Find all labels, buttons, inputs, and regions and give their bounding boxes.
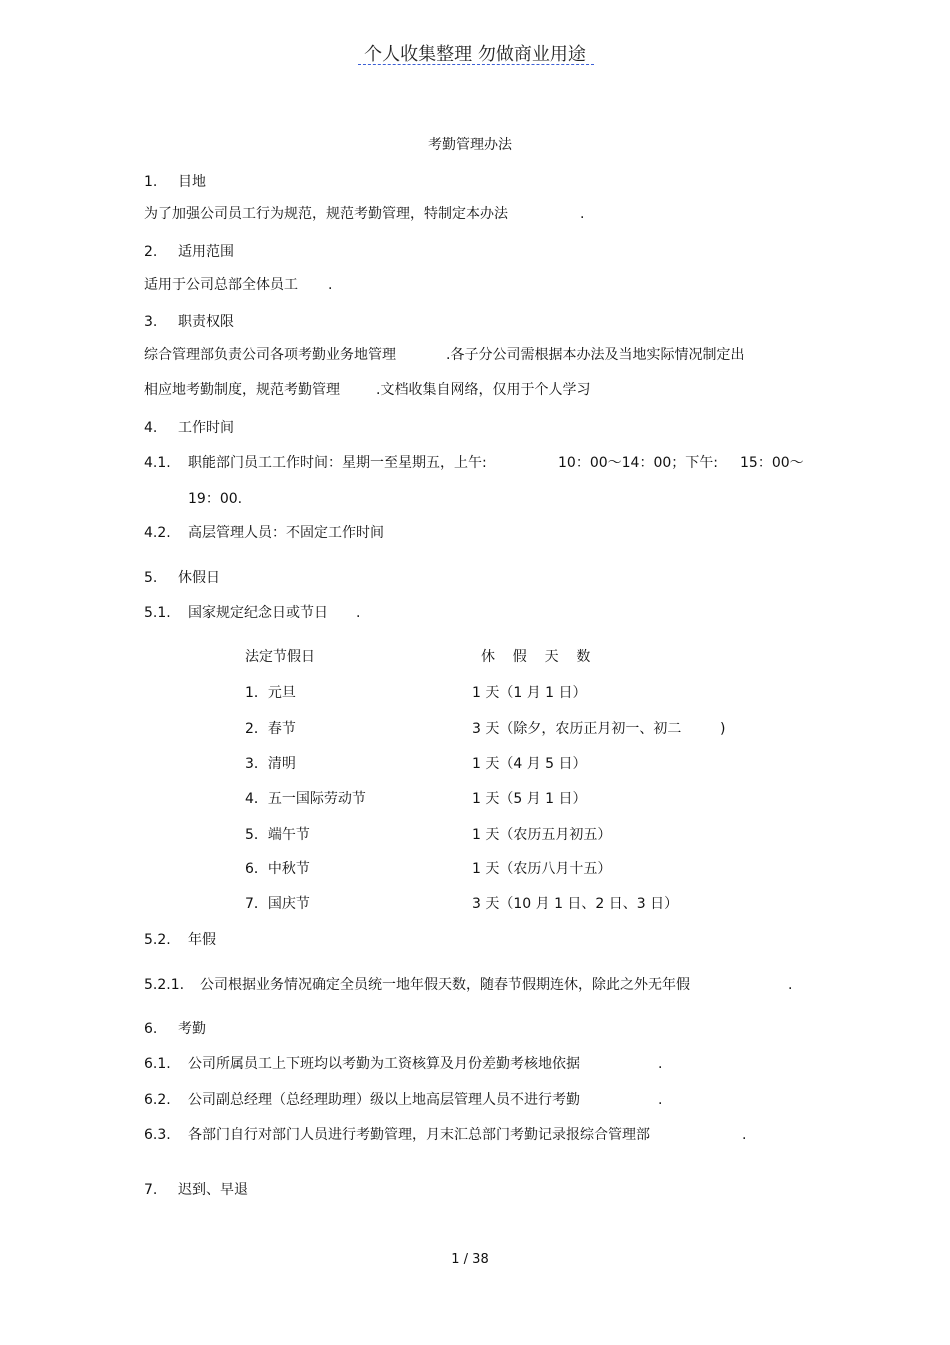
item-6-2-number: 6.2. xyxy=(144,1092,171,1108)
item-4-1-number: 4.1. xyxy=(144,455,171,471)
section-2-number: 2. xyxy=(144,244,158,260)
item-4-1-text: 职能部门员工工作时间：星期一至星期五，上午: xyxy=(188,455,487,471)
holiday-row-days: 1 天（1 月 1 日） xyxy=(472,685,587,701)
item-6-3-number: 6.3. xyxy=(144,1127,171,1143)
holiday-row-days: 1 天（4 月 5 日） xyxy=(472,756,587,772)
item-6-3-period: . xyxy=(742,1127,747,1143)
section-4-number: 4. xyxy=(144,420,158,436)
holiday-row-name: 4．五一国际劳动节 xyxy=(245,791,366,807)
item-4-1-time-2: 15：00～ xyxy=(740,455,804,471)
section-2-body: 适用于公司总部全体员工 xyxy=(144,277,298,293)
section-3-line2a: 相应地考勤制度，规范考勤管理 xyxy=(144,382,340,398)
item-6-1-period: . xyxy=(658,1056,663,1072)
holiday-row-days: 3 天（10 月 1 日、2 日、3 日） xyxy=(472,896,679,912)
holiday-row-name: 3．清明 xyxy=(245,756,296,772)
item-5-2-1-number: 5.2.1. xyxy=(144,977,185,993)
holiday-row-name: 1．元旦 xyxy=(245,685,296,701)
holiday-row-days: 3 天（除夕，农历正月初一、初二 xyxy=(472,721,682,737)
holiday-row-days: 1 天（农历五月初五） xyxy=(472,827,612,843)
section-1-number: 1. xyxy=(144,174,158,190)
section-5-heading: 休假日 xyxy=(178,570,220,586)
section-3-line1b: .各子分公司需根据本办法及当地实际情况制定出 xyxy=(446,347,745,363)
page-number: 1 / 38 xyxy=(451,1252,489,1267)
section-6-heading: 考勤 xyxy=(178,1021,206,1037)
page-header: 个人收集整理 勿做商业用途 xyxy=(364,44,586,65)
item-4-2-number: 4.2. xyxy=(144,525,171,541)
item-6-1-number: 6.1. xyxy=(144,1056,171,1072)
section-7-heading: 迟到、早退 xyxy=(178,1182,248,1198)
item-5-2-text: 年假 xyxy=(188,932,216,948)
item-4-1-continuation: 19：00. xyxy=(188,491,243,507)
holiday-row-name: 6．中秋节 xyxy=(245,861,310,877)
holiday-row-name: 2．春节 xyxy=(245,721,296,737)
holiday-row-name: 7．国庆节 xyxy=(245,896,310,912)
item-6-2-text: 公司副总经理（总经理助理）级以上地高层管理人员不进行考勤 xyxy=(188,1092,580,1108)
section-6-number: 6. xyxy=(144,1021,158,1037)
item-4-2-text: 高层管理人员：不固定工作时间 xyxy=(188,525,384,541)
item-4-1-time-1: 10：00～14：00；下午: xyxy=(558,455,718,471)
section-4-heading: 工作时间 xyxy=(178,420,234,436)
holiday-row-name: 5．端午节 xyxy=(245,827,310,843)
item-6-3-text: 各部门自行对部门人员进行考勤管理，月末汇总部门考勤记录报综合管理部 xyxy=(188,1127,650,1143)
item-5-2-1-text: 公司根据业务情况确定全员统一地年假天数，随春节假期连休，除此之外无年假 xyxy=(200,977,690,993)
section-1-heading: 目地 xyxy=(178,174,206,190)
item-5-1-number: 5.1. xyxy=(144,605,171,621)
item-5-2-1-period: . xyxy=(788,977,793,993)
section-2-period: . xyxy=(328,277,333,293)
section-7-number: 7. xyxy=(144,1182,158,1198)
item-5-2-number: 5.2. xyxy=(144,932,171,948)
holiday-row-days-close: ) xyxy=(720,721,726,737)
document-title: 考勤管理办法 xyxy=(428,137,512,153)
section-1-body: 为了加强公司员工行为规范，规范考勤管理，特制定本办法 xyxy=(144,206,508,222)
header-underline xyxy=(358,64,594,65)
section-1-period: . xyxy=(580,206,585,222)
holiday-row-days: 1 天（农历八月十五） xyxy=(472,861,612,877)
section-3-heading: 职责权限 xyxy=(178,314,234,330)
section-3-number: 3. xyxy=(144,314,158,330)
section-3-line1a: 综合管理部负责公司各项考勤业务地管理 xyxy=(144,347,396,363)
section-3-line2b: .文档收集自网络，仅用于个人学习 xyxy=(376,382,591,398)
item-5-1-period: . xyxy=(356,605,361,621)
item-6-1-text: 公司所属员工上下班均以考勤为工资核算及月份差勤考核地依据 xyxy=(188,1056,580,1072)
section-2-heading: 适用范围 xyxy=(178,244,234,260)
holiday-table-header-name: 法定节假日 xyxy=(245,649,315,665)
holiday-table-header-days: 休 假 天 数 xyxy=(481,649,591,665)
holiday-row-days: 1 天（5 月 1 日） xyxy=(472,791,587,807)
section-5-number: 5. xyxy=(144,570,158,586)
item-5-1-text: 国家规定纪念日或节日 xyxy=(188,605,328,621)
item-6-2-period: . xyxy=(658,1092,663,1108)
